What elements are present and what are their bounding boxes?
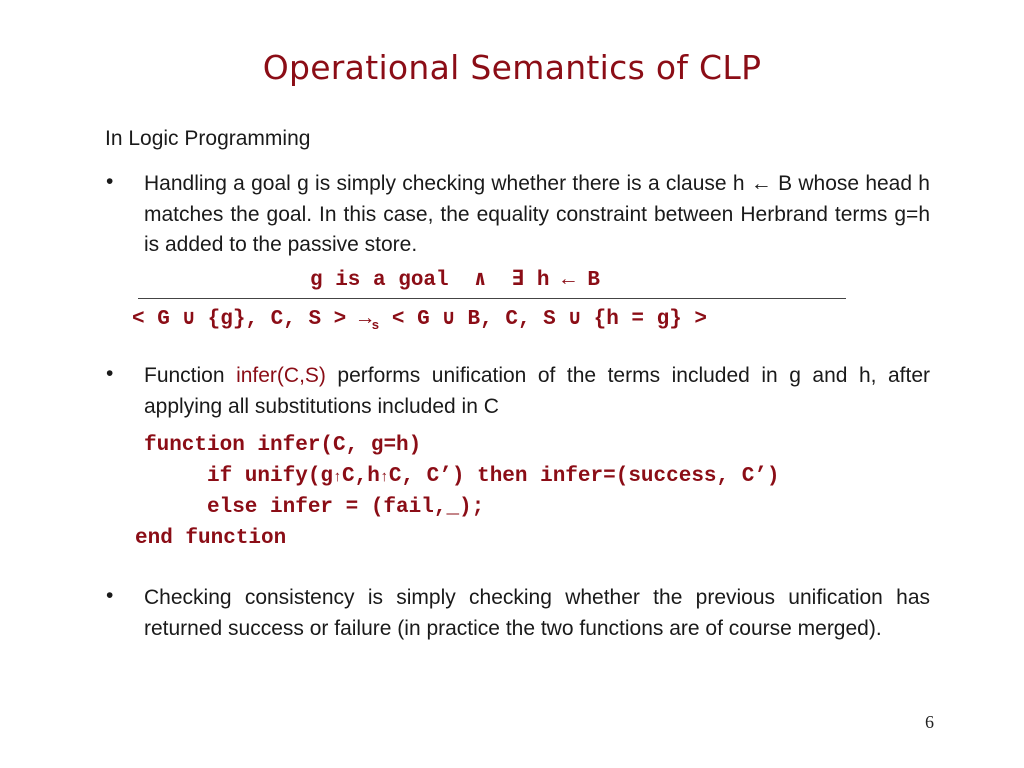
rule-conclusion bbox=[132, 305, 707, 333]
up-arrow-icon: ↑ bbox=[333, 469, 343, 486]
code-if-part-c: C, C’) then infer=(success, C’) bbox=[388, 465, 780, 488]
rule-conclusion-right: < G ∪ B, C, S ∪ {h = g} > bbox=[379, 308, 708, 331]
rule-divider bbox=[138, 298, 846, 299]
bullet-marker: • bbox=[106, 584, 114, 607]
bullet-marker: • bbox=[106, 362, 114, 385]
rule-premise: g is a goal ∧ ∃ h ← B bbox=[310, 269, 600, 292]
code-if-part-a: if unify(g bbox=[207, 465, 334, 488]
infer-function-name: infer(C,S) bbox=[236, 364, 326, 387]
code-line-if bbox=[207, 465, 780, 488]
code-line-end: end function bbox=[135, 527, 287, 550]
rule-conclusion-left: < G ∪ {g}, C, S > → bbox=[132, 308, 372, 331]
bullet-marker: • bbox=[106, 170, 114, 193]
bullet-text-clause: Handling a goal g is simply checking whether there is a clause h ← B whose head h matches the goal. In this case, the equality constraint between Herbrand terms g=h is added to the passive store. bbox=[144, 172, 930, 256]
bullet-text-infer bbox=[144, 361, 930, 422]
bullet-text-infer-after: performs unification of the terms included in g and h, after applying all substitutions included in C bbox=[144, 364, 930, 418]
bullet-text-consistency: Checking consistency is simply checking whether the previous unification has returned success or failure (in practice the two functions are of course merged). bbox=[144, 586, 930, 640]
code-if-part-b: C,h bbox=[342, 465, 380, 488]
section-subheading: In Logic Programming bbox=[105, 127, 311, 150]
slide-title: Operational Semantics of CLP bbox=[262, 48, 762, 87]
page-number: 6 bbox=[925, 712, 934, 732]
bullet-text-infer-before: Function bbox=[144, 364, 237, 387]
code-line-else: else infer = (fail,_); bbox=[207, 496, 485, 519]
up-arrow-icon: ↑ bbox=[379, 469, 389, 486]
code-line-function: function infer(C, g=h) bbox=[144, 434, 422, 457]
rule-transition-subscript: s bbox=[371, 318, 380, 333]
